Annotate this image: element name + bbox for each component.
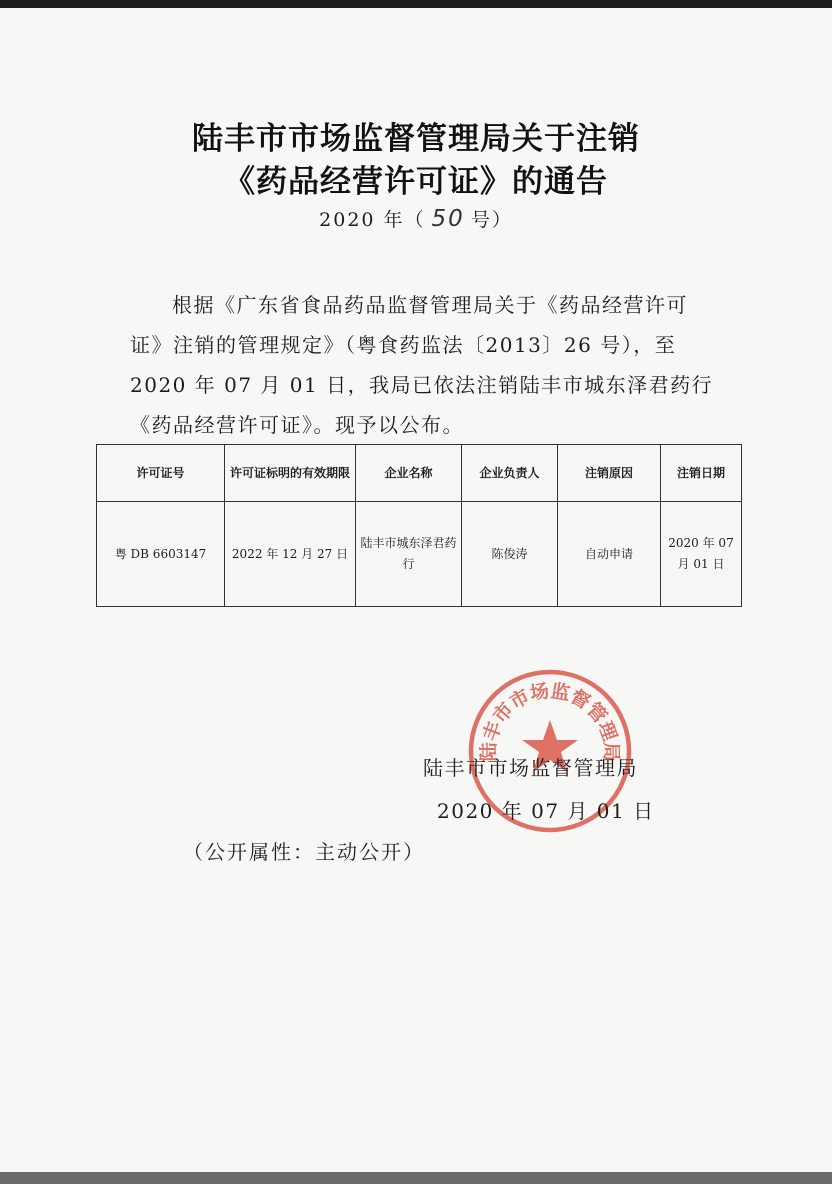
cell-person-in-charge: 陈俊涛 <box>462 502 558 607</box>
scan-edge-bottom <box>0 1172 832 1184</box>
title-line-2: 《药品经营许可证》的通告 <box>224 164 608 200</box>
cell-validity-period: 2022 年 12 月 27 日 <box>225 502 356 607</box>
docno-suffix: 号） <box>470 209 513 231</box>
scan-edge-top <box>0 0 832 8</box>
header-cancel-reason: 注销原因 <box>558 445 661 502</box>
header-person-in-charge: 企业负责人 <box>462 445 558 502</box>
license-table-header-row <box>97 445 742 502</box>
header-company-name: 企业名称 <box>356 445 462 502</box>
cell-license-number: 粤 DB 6603147 <box>97 502 225 607</box>
notice-body-text: 根据《广东省食品药品监督管理局关于《药品经营许可证》注销的管理规定》（粤食药监法〔2013〕26 号），至 2020 年 07 月 01 日，我局已依法注销陆丰市城东泽君药行《药品经营许可证》。现予以公布。 <box>130 293 714 437</box>
license-table <box>96 444 742 607</box>
notice-body <box>130 285 715 445</box>
header-cancel-date: 注销日期 <box>661 445 742 502</box>
cell-company-name: 陆丰市城东泽君药行 <box>356 502 462 607</box>
docno-handwritten-number: 50 <box>431 206 465 232</box>
disclosure-attribute: （公开属性：主动公开） <box>183 840 425 864</box>
docno-prefix: 2020 年（ <box>319 209 426 231</box>
header-validity-period: 许可证标明的有效期限 <box>225 445 356 502</box>
document-number <box>0 205 832 232</box>
issuing-authority: 陆丰市市场监督管理局 <box>423 756 638 780</box>
table-row <box>97 502 742 607</box>
header-license-number: 许可证号 <box>97 445 225 502</box>
title-line-1: 陆丰市市场监督管理局关于注销 <box>192 121 640 157</box>
issue-date: 2020 年 07 月 01 日 <box>437 799 655 823</box>
cell-cancel-date: 2020 年 07 月 01 日 <box>661 502 742 607</box>
seal-text: 陆丰市市场监督管理局 <box>477 679 623 762</box>
cell-cancel-reason: 自动申请 <box>558 502 661 607</box>
